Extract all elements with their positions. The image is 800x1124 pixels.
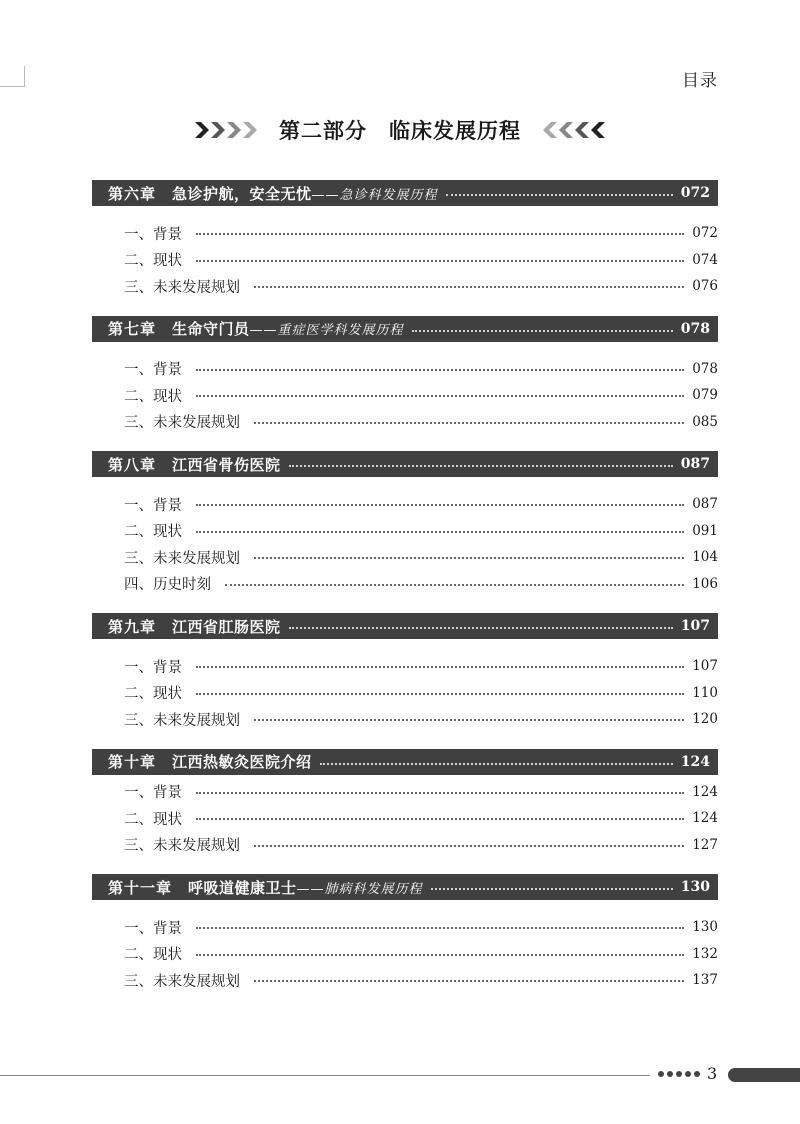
entry-page: 110 (692, 684, 718, 701)
dot-leader (196, 818, 684, 820)
chapter-title: 江西热敏灸医院介绍 (172, 753, 312, 771)
entry-label: 二、现状 (124, 253, 182, 270)
dot-leader (196, 504, 684, 506)
toc-entry[interactable] (92, 220, 718, 247)
entry-label: 一、背景 (124, 659, 182, 676)
entry-label: 一、背景 (124, 920, 182, 937)
dot-leader (412, 330, 673, 332)
toc-entry[interactable] (92, 680, 718, 707)
chapter-number: 第六章 (108, 184, 157, 203)
chapter-heading[interactable] (92, 613, 718, 639)
entry-label: 三、未来发展规划 (124, 550, 240, 567)
chapter-heading[interactable] (92, 451, 718, 477)
dot-leader (196, 792, 684, 794)
chapter-page: 130 (680, 879, 710, 895)
toc-entry[interactable] (92, 356, 718, 383)
chapter-page: 124 (680, 753, 710, 770)
entry-page: 087 (692, 496, 718, 513)
chapter-number: 第十章 (108, 753, 157, 771)
chapter-7 (92, 316, 718, 452)
right-chevrons-icon (195, 122, 257, 138)
dot-leader (254, 719, 684, 721)
entry-page: 127 (692, 836, 718, 853)
dot-leader (289, 627, 673, 629)
entry-label: 一、背景 (124, 785, 182, 802)
chapter-11 (92, 874, 718, 1010)
toc-entry[interactable] (92, 518, 718, 545)
chapter-6 (92, 180, 718, 316)
running-head: 目录 (682, 71, 718, 91)
entry-page: 130 (692, 919, 718, 936)
toc-entry[interactable] (92, 706, 718, 733)
chapter-title: 江西省肛肠医院 (172, 617, 281, 636)
entry-page: 085 (692, 413, 718, 430)
chapter-page: 072 (680, 185, 710, 201)
chapter-title: 急诊护航，安全无忧 (172, 184, 312, 203)
table-of-contents (92, 180, 718, 1010)
chapter-8 (92, 451, 718, 613)
dot-leader (446, 194, 673, 196)
entry-page: 078 (692, 360, 718, 377)
chapter-number: 第七章 (108, 320, 157, 338)
entry-label: 四、历史时刻 (124, 577, 211, 594)
entry-label: 一、背景 (124, 226, 182, 243)
entry-page: 091 (692, 522, 718, 539)
dot-leader (196, 531, 684, 533)
entry-page: 076 (692, 278, 718, 295)
entry-label: 三、未来发展规划 (124, 415, 240, 432)
chapter-subtitle: ——肺病科发展历程 (296, 881, 423, 897)
entry-label: 三、未来发展规划 (124, 712, 240, 729)
entry-page: 072 (692, 225, 718, 242)
dot-leader (254, 980, 684, 982)
entry-label: 三、未来发展规划 (124, 973, 240, 990)
toc-entry[interactable] (92, 491, 718, 518)
entry-label: 二、现状 (124, 947, 182, 964)
entry-label: 二、现状 (124, 388, 182, 405)
dot-leader (196, 395, 684, 397)
chapter-page: 087 (680, 456, 710, 472)
dot-leader (289, 465, 673, 467)
left-chevrons-icon (543, 122, 605, 138)
dot-leader (254, 845, 684, 847)
part-title (0, 114, 800, 146)
toc-entry[interactable] (92, 914, 718, 941)
entry-page: 107 (692, 658, 718, 675)
entry-page: 074 (692, 251, 718, 268)
chapter-number: 第八章 (108, 455, 157, 474)
chapter-heading[interactable] (92, 316, 718, 342)
chapter-heading[interactable] (92, 874, 718, 900)
toc-entry[interactable] (92, 409, 718, 436)
entry-label: 三、未来发展规划 (124, 279, 240, 296)
part-title-text: 第二部分 临床发展历程 (279, 118, 521, 143)
dot-leader (196, 369, 684, 371)
dot-leader (225, 584, 684, 586)
chapter-subtitle: ——急诊科发展历程 (311, 187, 438, 203)
toc-entry[interactable] (92, 805, 718, 832)
chapter-number: 第九章 (108, 617, 157, 636)
dot-leader (320, 763, 673, 765)
entry-page: 104 (692, 549, 718, 566)
entry-label: 一、背景 (124, 497, 182, 514)
entry-label: 一、背景 (124, 362, 182, 379)
chapter-9 (92, 613, 718, 749)
entry-label: 二、现状 (124, 811, 182, 828)
toc-entry[interactable] (92, 941, 718, 968)
entry-label: 二、现状 (124, 524, 182, 541)
footer-dots-icon (658, 1071, 700, 1077)
dot-leader (196, 233, 684, 235)
entry-page: 137 (692, 972, 718, 989)
chapter-title: 呼吸道健康卫士 (188, 878, 297, 897)
dot-leader (196, 260, 684, 262)
entry-label: 三、未来发展规划 (124, 838, 240, 855)
toc-entry[interactable] (92, 653, 718, 680)
toc-entry[interactable] (92, 544, 718, 571)
toc-entry[interactable] (92, 382, 718, 409)
dot-leader (196, 666, 684, 668)
footer-bar (728, 1068, 800, 1082)
dot-leader (254, 422, 684, 424)
page-number: 3 (707, 1064, 718, 1083)
chapter-title: 生命守门员 (172, 320, 250, 338)
dot-leader (254, 286, 684, 288)
footer-rule (0, 1075, 650, 1076)
dot-leader (196, 693, 684, 695)
entry-page: 132 (692, 945, 718, 962)
chapter-subtitle: ——重症医学科发展历程 (249, 323, 404, 338)
entry-page: 120 (692, 711, 718, 728)
toc-entry[interactable] (92, 967, 718, 994)
toc-entry[interactable] (92, 273, 718, 300)
chapter-page: 078 (680, 320, 710, 337)
entry-page: 124 (692, 810, 718, 827)
entry-page: 079 (692, 387, 718, 404)
chapter-heading[interactable] (92, 180, 718, 206)
entry-page: 106 (692, 575, 718, 592)
dot-leader (431, 888, 673, 890)
entry-label: 二、现状 (124, 686, 182, 703)
chapter-page: 107 (680, 618, 710, 634)
chapter-title: 江西省骨伤医院 (172, 455, 281, 474)
chapter-10 (92, 749, 718, 875)
toc-entry[interactable] (92, 571, 718, 598)
entry-page: 124 (692, 783, 718, 800)
chapter-number: 第十一章 (108, 878, 173, 897)
dot-leader (196, 954, 684, 956)
toc-entry[interactable] (92, 832, 718, 859)
crop-mark (0, 66, 25, 87)
toc-entry[interactable] (92, 779, 718, 806)
dot-leader (196, 927, 684, 929)
chapter-heading[interactable] (92, 749, 718, 775)
dot-leader (254, 557, 684, 559)
toc-entry[interactable] (92, 247, 718, 274)
